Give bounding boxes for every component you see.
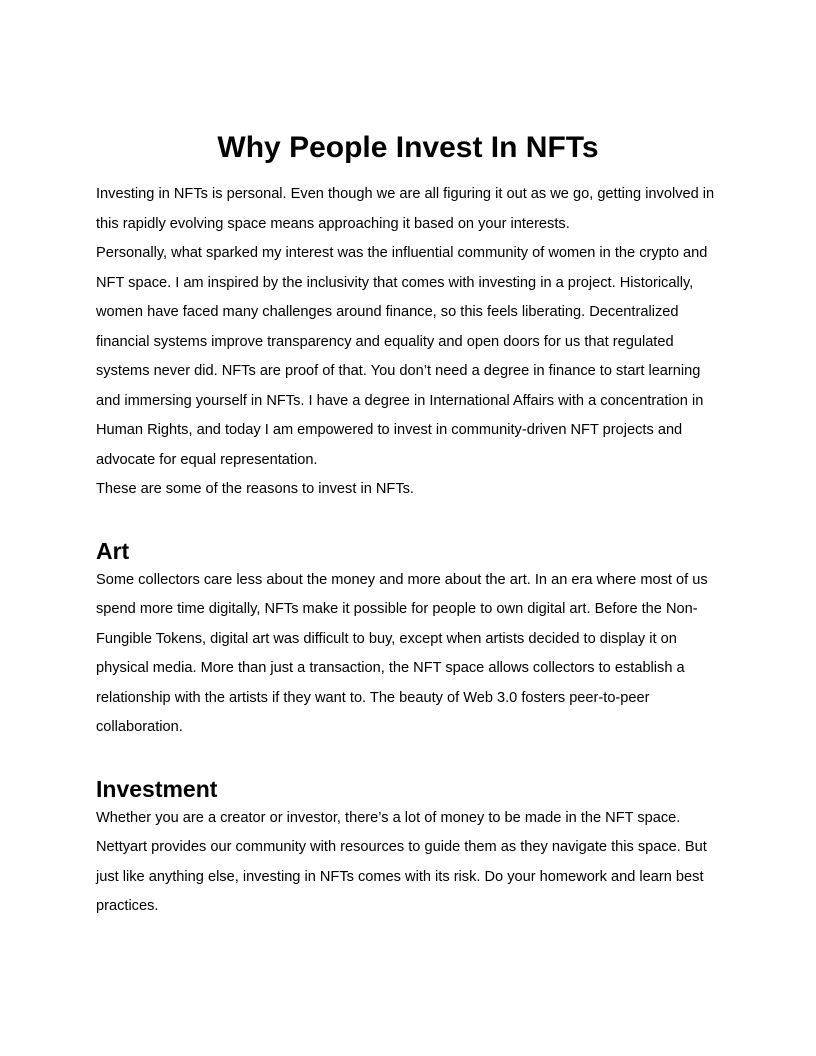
section-heading-investment: Investment — [96, 775, 218, 802]
intro-paragraph-2: Personally, what sparked my interest was the influential community of women in the crypto and NFT space. I am inspired by the inclusivity that comes with investing in a project. Historically, women have faced many challenges around finance, so this feels liberating. Decentralized financial systems improve transparency and equality and open doors for us that regulated systems never did. NFTs are proof of that. You don’t need a degree in finance to start learning and immersing yourself in NFTs. I have a degree in International Affairs with a concentration in Human Rights, and today I am empowered to invest in community-driven NFT projects and advocate for equal representation. — [96, 245, 708, 468]
document-page — [96, 120, 720, 922]
section-body-investment: Whether you are a creator or investor, there’s a lot of money to be made in the NFT space. Nettyart provides our community with resources to guide them as they navigate this space. But just like anything else, investing in NFTs comes with its risk. Do your homework and learn best practices. — [96, 809, 707, 914]
section-heading-art: Art — [96, 537, 130, 564]
document-title: Why People Invest In NFTs — [217, 131, 599, 164]
section-body-art: Some collectors care less about the money and more about the art. In an era where most of us spend more time digitally, NFTs make it possible for people to own digital art. Before the Non-Fungible Tokens, digital art was difficult to buy, except when artists decided to display it on physical media. More than just a transaction, the NFT space allows collectors to establish a relationship with the artists if they want to. The beauty of Web 3.0 fosters peer-to-peer collaboration. — [96, 571, 708, 735]
intro-paragraph-1: Investing in NFTs is personal. Even though we are all figuring it out as we go, getting involved in this rapidly evolving space means approaching it based on your interests. — [96, 186, 715, 232]
intro-paragraph-3: These are some of the reasons to invest in NFTs. — [96, 481, 414, 497]
